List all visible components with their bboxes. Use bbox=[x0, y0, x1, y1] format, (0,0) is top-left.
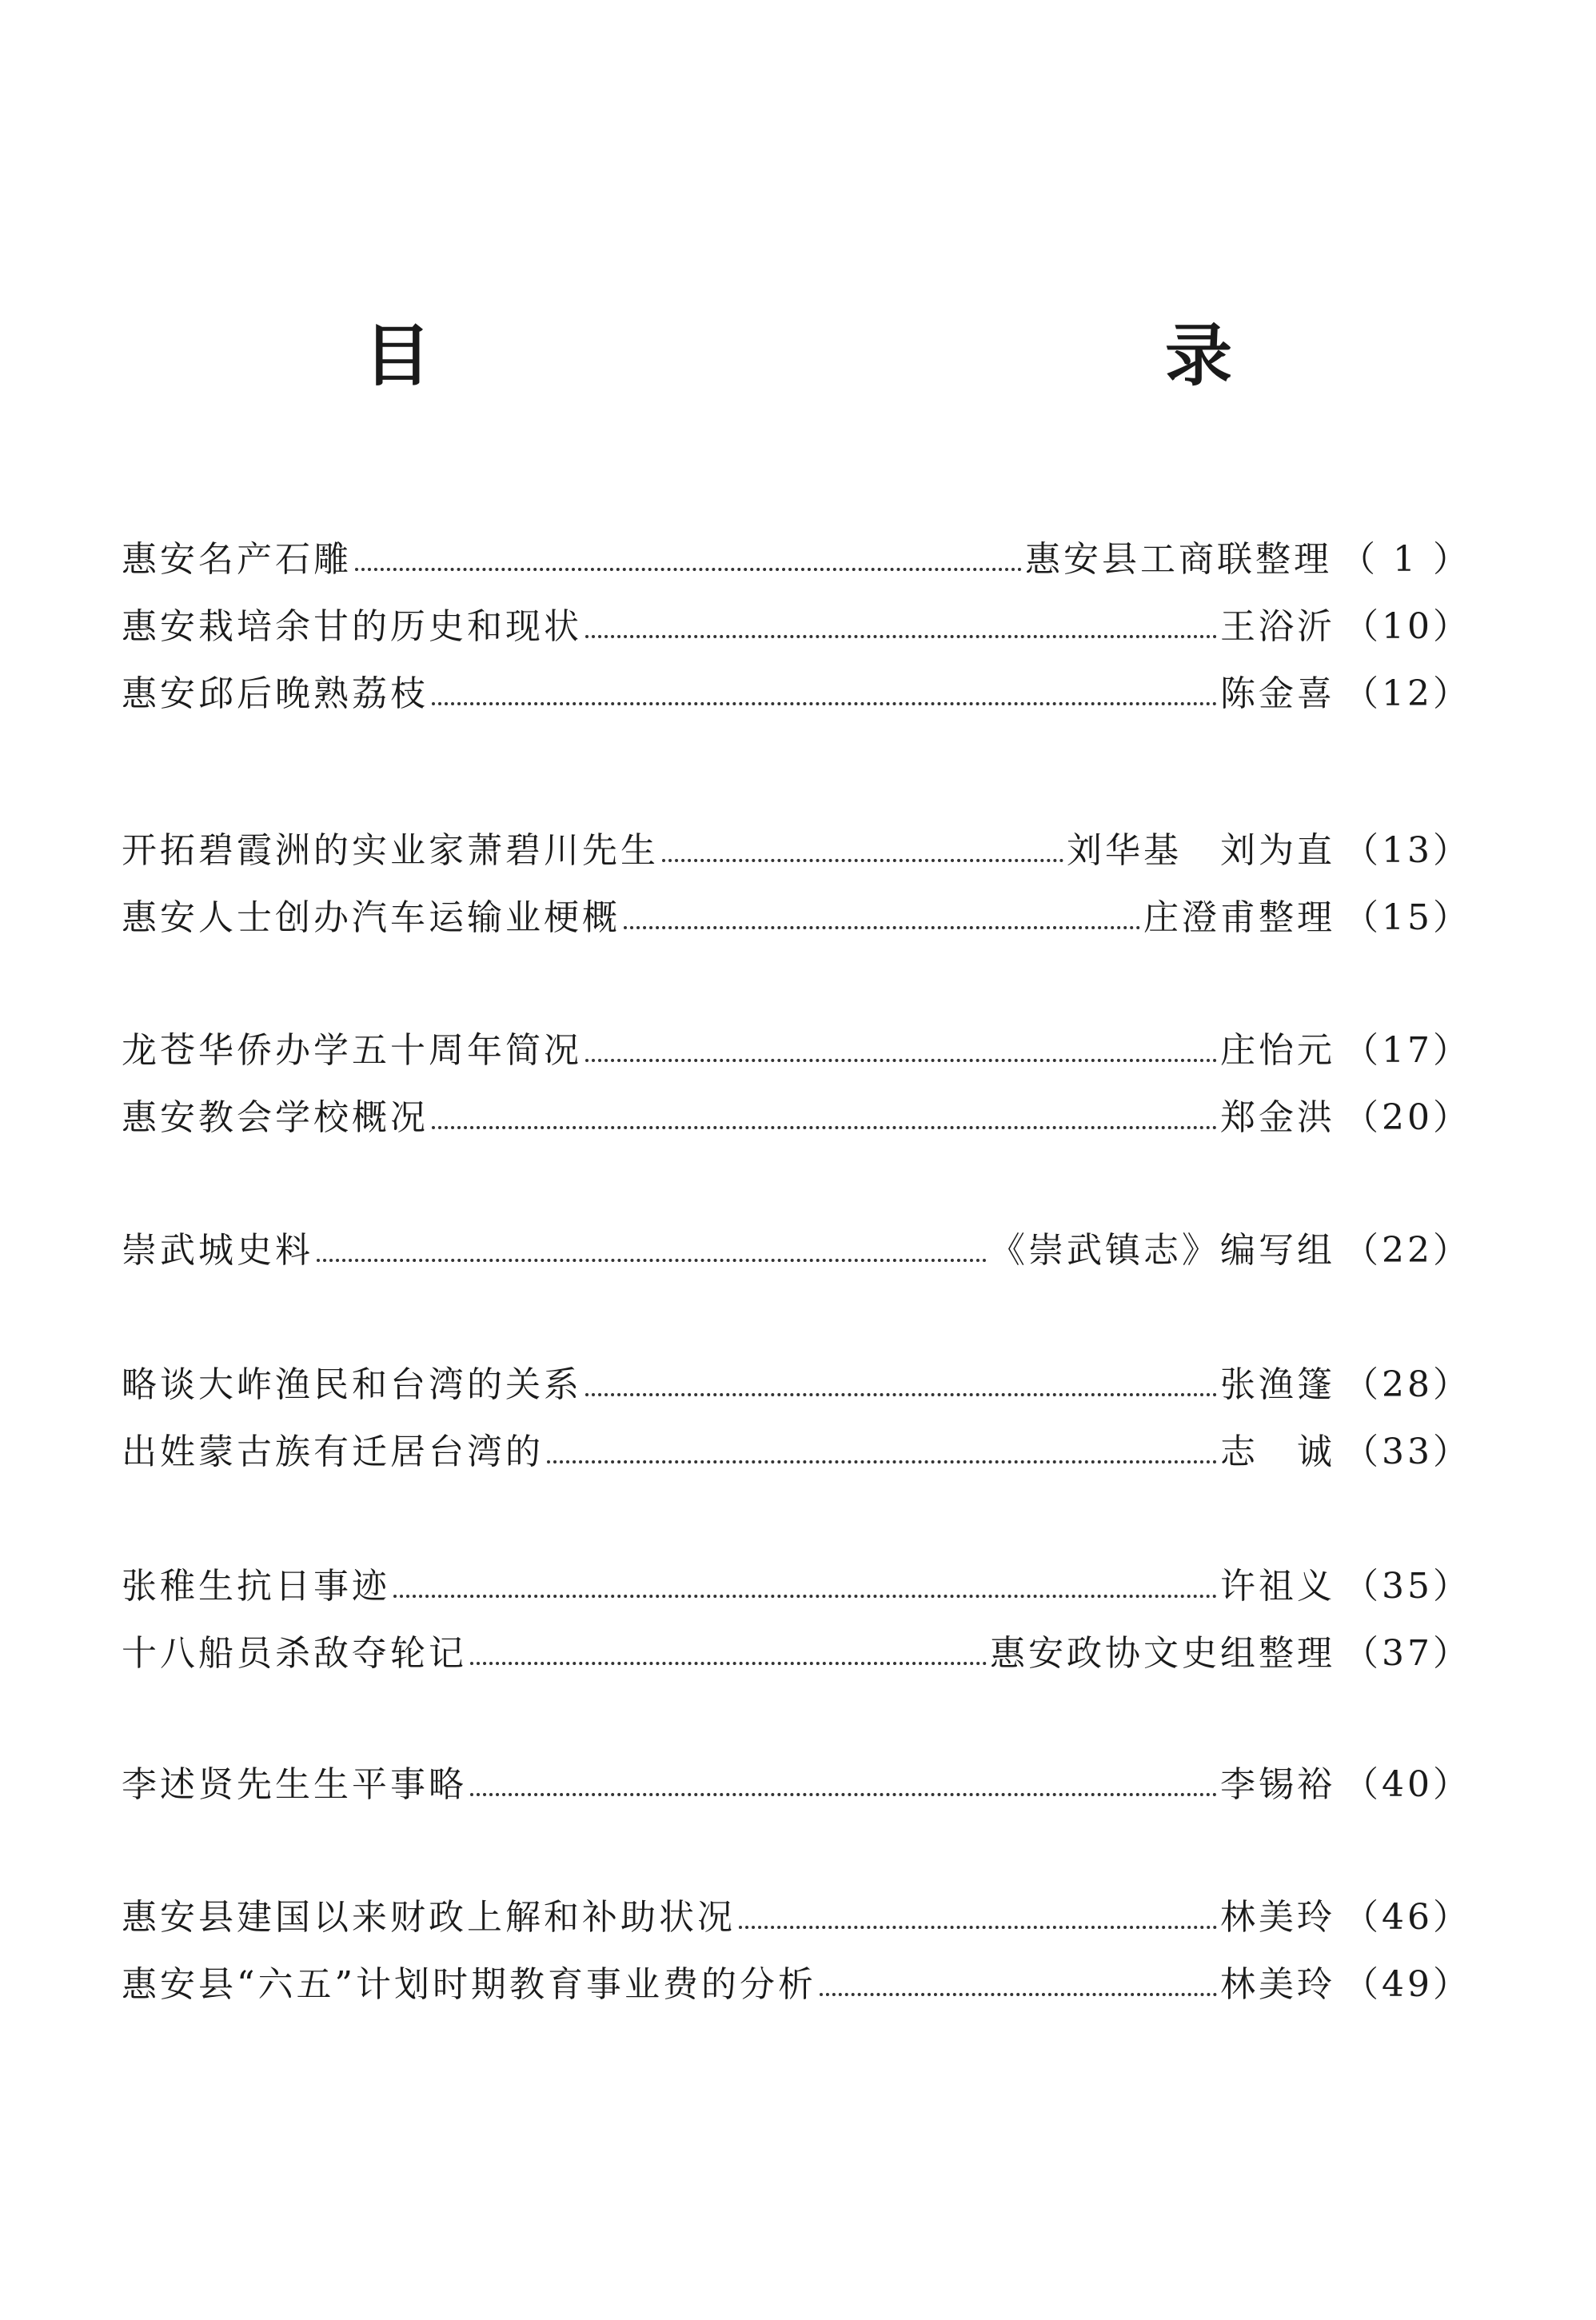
entry-author: 庄澄甫整理 bbox=[1143, 897, 1335, 938]
dot-leader bbox=[585, 1059, 1217, 1062]
entry-author: 惠安政协文史组整理 bbox=[990, 1633, 1335, 1674]
toc-entry[interactable] bbox=[122, 669, 1471, 717]
entry-title: 略谈大岞渔民和台湾的关系 bbox=[122, 1364, 582, 1405]
entry-title: 惠安县“六五”计划时期教育事业费的分析 bbox=[122, 1964, 816, 2005]
entry-title: 十八船员杀敌夺轮记 bbox=[122, 1633, 467, 1674]
entry-title: 开拓碧霞洲的实业家萧碧川先生 bbox=[122, 830, 659, 871]
dot-leader bbox=[393, 1595, 1217, 1598]
entry-page-number: （15） bbox=[1343, 897, 1471, 938]
dot-leader bbox=[624, 926, 1140, 929]
dot-leader bbox=[432, 1126, 1217, 1129]
toc-entry[interactable] bbox=[122, 825, 1471, 873]
entry-page-number: （17） bbox=[1343, 1030, 1471, 1071]
entry-author: 志 诚 bbox=[1220, 1432, 1335, 1472]
entry-author: 李锡裕 bbox=[1220, 1764, 1335, 1805]
dot-leader bbox=[432, 702, 1217, 705]
entry-author: 张渔篷 bbox=[1220, 1364, 1335, 1405]
entry-title: 张稚生抗日事迹 bbox=[122, 1566, 390, 1607]
entry-author: 《崇武镇志》编写组 bbox=[990, 1230, 1335, 1271]
entry-author: 许祖义 bbox=[1220, 1566, 1335, 1607]
dot-leader bbox=[317, 1259, 987, 1262]
entry-page-number: （28） bbox=[1343, 1364, 1471, 1405]
toc-entry[interactable] bbox=[122, 892, 1471, 940]
dot-leader bbox=[739, 1926, 1217, 1929]
entry-author: 庄怡元 bbox=[1220, 1030, 1335, 1071]
entry-author: 林美玲 bbox=[1220, 1897, 1335, 1938]
entry-title: 惠安栽培余甘的历史和现状 bbox=[122, 606, 582, 647]
dot-leader bbox=[355, 568, 1022, 571]
toc-entry[interactable] bbox=[122, 1360, 1471, 1408]
toc-entry[interactable] bbox=[122, 1628, 1471, 1676]
toc-entry[interactable] bbox=[122, 1561, 1471, 1609]
entry-page-number: （ 1 ） bbox=[1340, 539, 1471, 580]
dot-leader bbox=[820, 1993, 1217, 1996]
toc-entry[interactable] bbox=[122, 1225, 1471, 1273]
entry-page-number: （35） bbox=[1343, 1566, 1471, 1607]
entry-title: 龙苍华侨办学五十周年简况 bbox=[122, 1030, 582, 1071]
entry-page-number: （40） bbox=[1343, 1764, 1471, 1805]
entry-author: 惠安县工商联整理 bbox=[1025, 539, 1333, 580]
dot-leader bbox=[470, 1662, 987, 1665]
entry-title: 惠安人士创办汽车运输业梗概 bbox=[122, 897, 620, 938]
entry-page-number: （10） bbox=[1343, 606, 1471, 647]
entry-title: 惠安名产石雕 bbox=[122, 539, 352, 580]
entry-title: 出姓蒙古族有迁居台湾的 bbox=[122, 1432, 544, 1472]
entry-page-number: （13） bbox=[1343, 830, 1471, 871]
entry-title: 李述贤先生生平事略 bbox=[122, 1764, 467, 1805]
entry-title: 惠安邱后晚熟荔枝 bbox=[122, 673, 429, 714]
toc-entry[interactable] bbox=[122, 601, 1471, 649]
entry-page-number: （49） bbox=[1343, 1964, 1471, 2005]
entry-author: 郑金洪 bbox=[1220, 1097, 1335, 1138]
dot-leader bbox=[585, 1393, 1217, 1396]
toc-entry[interactable] bbox=[122, 1959, 1471, 2007]
toc-entry[interactable] bbox=[122, 1427, 1471, 1475]
entry-title: 惠安教会学校概况 bbox=[122, 1097, 429, 1138]
entry-page-number: （12） bbox=[1343, 673, 1471, 714]
entry-author: 刘华基 刘为直 bbox=[1067, 830, 1335, 871]
toc-entry[interactable] bbox=[122, 1892, 1471, 1940]
toc-entry[interactable] bbox=[122, 534, 1471, 582]
entry-title: 崇武城史料 bbox=[122, 1230, 313, 1271]
dot-leader bbox=[470, 1793, 1217, 1796]
dot-leader bbox=[547, 1460, 1217, 1463]
page-title: 目 录 bbox=[363, 317, 1432, 395]
entry-author: 王浴沂 bbox=[1220, 606, 1335, 647]
entry-author: 陈金喜 bbox=[1220, 673, 1335, 714]
entry-title: 惠安县建国以来财政上解和补助状况 bbox=[122, 1897, 736, 1938]
dot-leader bbox=[585, 635, 1217, 638]
entry-page-number: （20） bbox=[1343, 1097, 1471, 1138]
entry-page-number: （33） bbox=[1343, 1432, 1471, 1472]
dot-leader bbox=[662, 859, 1063, 862]
toc-entry[interactable] bbox=[122, 1759, 1471, 1807]
toc-entry[interactable] bbox=[122, 1092, 1471, 1140]
entry-page-number: （37） bbox=[1343, 1633, 1471, 1674]
entry-author: 林美玲 bbox=[1220, 1964, 1335, 2005]
toc-entry[interactable] bbox=[122, 1025, 1471, 1073]
entry-page-number: （22） bbox=[1343, 1230, 1471, 1271]
entry-page-number: （46） bbox=[1343, 1897, 1471, 1938]
